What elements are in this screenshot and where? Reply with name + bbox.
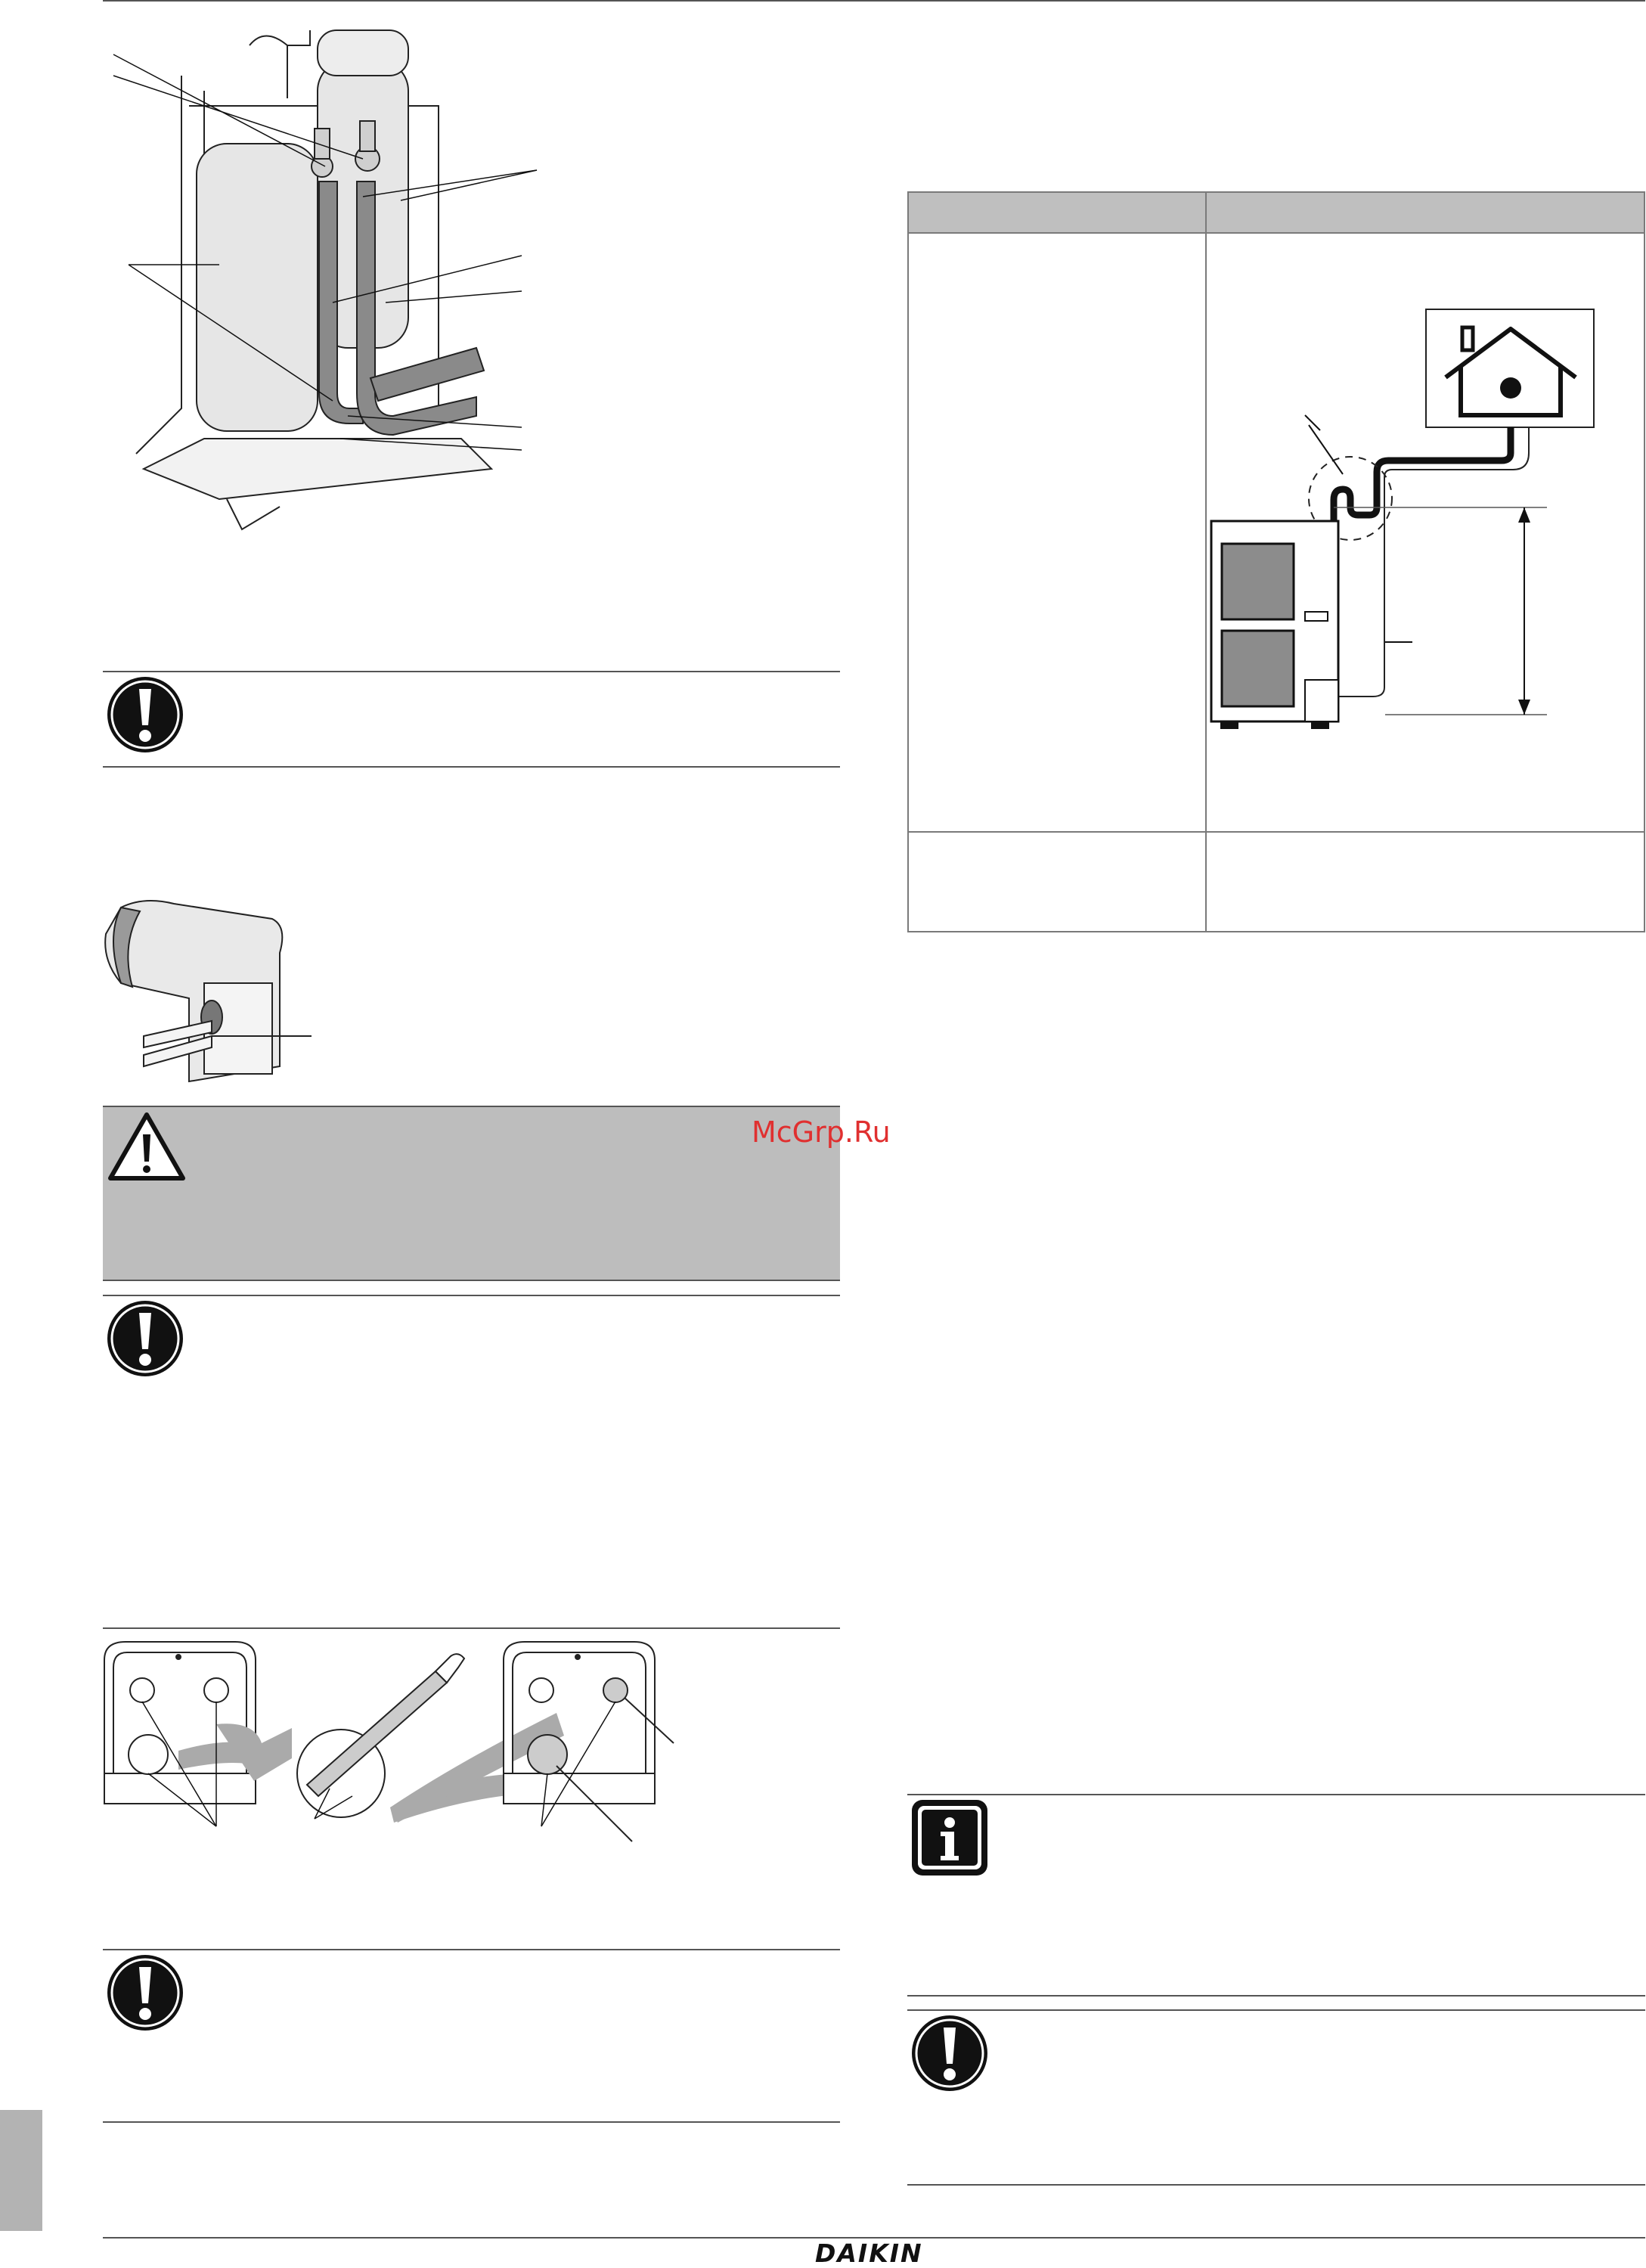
daikin-logo: DAIKIN (815, 2239, 923, 2268)
notice-rule (103, 1949, 840, 1950)
notice-rule (907, 1794, 1645, 1795)
top-rule (103, 0, 1645, 2)
exclamation-circle-icon (106, 1953, 184, 2032)
table-row (908, 832, 1644, 932)
info-icon (910, 1798, 989, 1877)
exclamation-circle-icon (106, 675, 184, 754)
notice-rule (907, 2184, 1645, 2186)
warning-triangle-icon (107, 1112, 186, 1181)
exclamation-circle-icon (910, 2014, 989, 2093)
notice-rule (103, 1627, 840, 1629)
notice-rule (103, 1295, 840, 1296)
caution-notice (103, 1106, 840, 1281)
pipe-through-hole-illustration (98, 892, 325, 1089)
important-notice (106, 1953, 189, 2037)
notice-rule (907, 1995, 1645, 1997)
table-cell (1206, 233, 1644, 832)
chapter-side-tab (0, 2110, 42, 2231)
table-row (908, 233, 1644, 832)
table-cell (1206, 832, 1644, 932)
important-notice (106, 675, 189, 759)
table-header-cell (908, 192, 1206, 233)
information-notice (910, 1798, 993, 1882)
knockout-holes-illustration (103, 1637, 677, 1841)
notice-rule (103, 2121, 840, 2123)
notice-rule (103, 671, 840, 672)
watermark: McGrp.Ru (752, 1115, 891, 1149)
installation-height-diagram (1207, 234, 1645, 831)
notice-rule (907, 2009, 1645, 2011)
important-notice (106, 1299, 189, 1382)
installation-table (907, 191, 1645, 932)
important-notice (910, 2014, 993, 2097)
table-cell (908, 832, 1206, 932)
notice-rule (103, 766, 840, 768)
table-header-row (908, 192, 1644, 233)
table-cell (908, 233, 1206, 832)
refrigerant-piping-illustration (113, 15, 537, 514)
table-header-cell (1206, 192, 1644, 233)
exclamation-circle-icon (106, 1299, 184, 1378)
